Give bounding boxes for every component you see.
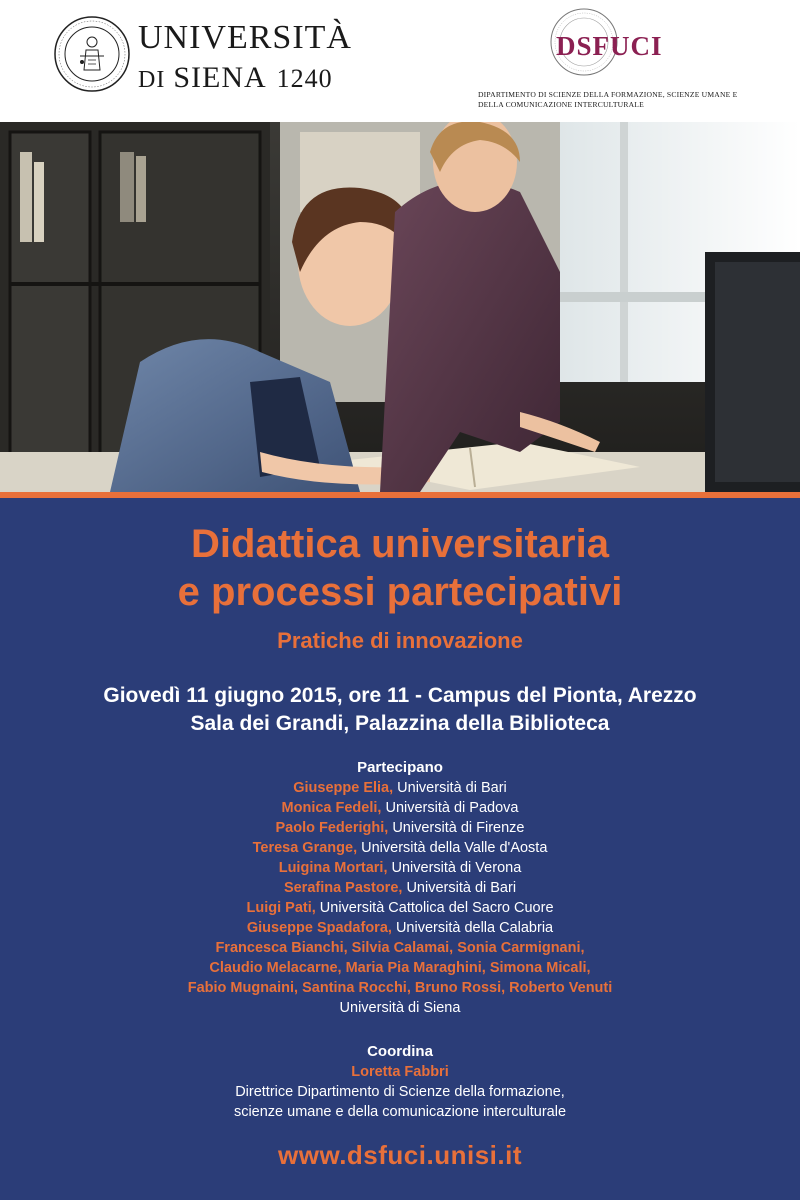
coordinator-heading: Coordina: [367, 1043, 433, 1060]
participant-affiliation: Università di Firenze: [388, 820, 525, 836]
participant-affiliation: Università della Valle d'Aosta: [357, 840, 548, 856]
website-link[interactable]: www.dsfuci.unisi.it: [278, 1140, 522, 1170]
siena-participants-line: Francesca Bianchi, Silvia Calamai, Sonia Carmignani,: [215, 940, 585, 956]
participant-entry: [0, 838, 800, 858]
poster-title: [0, 520, 800, 616]
university-year: 1240: [276, 64, 333, 93]
participant-name: Giuseppe Elia,: [293, 780, 394, 796]
participant-entry: [0, 878, 800, 898]
coordinator-role-line2: scienze umane e della comunicazione interculturale: [233, 1104, 567, 1120]
title-line1: Didattica universitaria: [191, 522, 609, 566]
participants-section: [0, 758, 800, 1018]
participant-name: Monica Fedeli,: [281, 800, 382, 816]
coordinator-role-line1: Direttrice Dipartimento di Scienze della formazione,: [235, 1084, 565, 1100]
participant-affiliation: Università di Bari: [402, 880, 517, 896]
participant-entry: [0, 858, 800, 878]
university-line2: [138, 60, 333, 98]
siena-participants-line: Fabio Mugnaini, Santina Rocchi, Bruno Rossi, Roberto Venuti: [187, 980, 613, 996]
coordinator-section: [0, 1042, 800, 1122]
participant-name: Paolo Federighi,: [275, 820, 389, 836]
participant-name: Serafina Pastore,: [283, 880, 403, 896]
dsfuci-logo: DSFUCI: [556, 31, 663, 61]
participant-entry: [0, 798, 800, 818]
siena-affiliation: Università di Siena: [339, 1000, 461, 1016]
participant-entry: [0, 918, 800, 938]
participant-affiliation: Università di Bari: [393, 780, 507, 796]
university-siena: SIENA: [173, 61, 267, 94]
library-scene-image: [0, 122, 800, 492]
participant-name: Giuseppe Spadafora,: [246, 920, 392, 936]
participant-affiliation: Università di Padova: [381, 800, 519, 816]
participants-heading: Partecipano: [357, 759, 443, 776]
dsfuci-department-name: DIPARTIMENTO DI SCIENZE DELLA FORMAZIONE, SCIENZE UMANE E DELLA COMUNICAZIONE INTERCULTURALE: [478, 90, 738, 109]
participant-entry: [0, 818, 800, 838]
university-line1: UNIVERSITÀ: [138, 19, 352, 56]
university-seal-icon: [52, 14, 132, 94]
participant-affiliation: Università Cattolica del Sacro Cuore: [315, 900, 554, 916]
participant-affiliation: Università di Verona: [387, 860, 522, 876]
header: [0, 0, 800, 122]
participant-name: Luigina Mortari,: [278, 860, 388, 876]
participant-name: Teresa Grange,: [252, 840, 358, 856]
university-di: DI: [138, 67, 166, 93]
participant-entry: [0, 778, 800, 798]
participant-entry: [0, 898, 800, 918]
siena-participants-line: Claudio Melacarne, Maria Pia Maraghini, Simona Micali,: [209, 960, 591, 976]
event-datetime: Giovedì 11 giugno 2015, ore 11 - Campus del Pionta, Arezzo: [103, 684, 697, 707]
hero-photo: [0, 122, 800, 492]
event-venue: Sala dei Grandi, Palazzina della Biblioteca: [190, 712, 610, 735]
coordinator-name: Loretta Fabbri: [351, 1064, 449, 1080]
accent-divider: [0, 492, 800, 498]
participant-name: Luigi Pati,: [246, 900, 316, 916]
title-line2: e processi partecipativi: [177, 570, 623, 614]
poster-subtitle: Pratiche di innovazione: [277, 628, 523, 653]
event-details: [0, 682, 800, 738]
participant-affiliation: Università della Calabria: [391, 920, 554, 936]
